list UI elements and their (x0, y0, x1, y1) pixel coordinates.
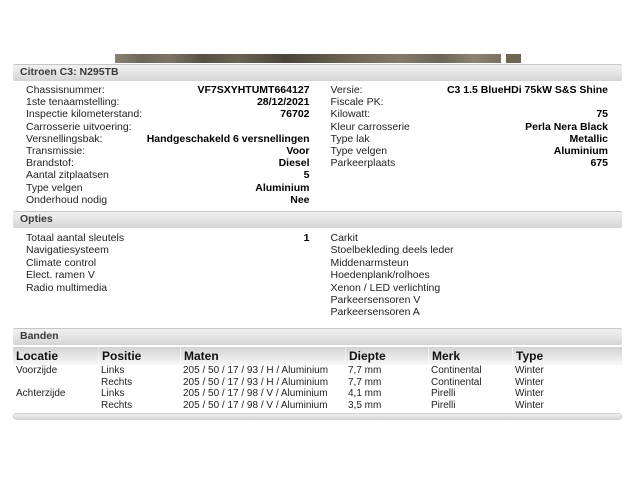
detail-value: Metallic (569, 132, 608, 145)
detail-label: Carrosserie uitvoering: (26, 120, 132, 133)
tyres-table-row (13, 388, 622, 400)
vehicle-title: Citroen C3: N295TB (20, 66, 119, 78)
tyres-table-cell: 205 / 50 / 17 / 98 / V / Aluminium (183, 400, 328, 412)
detail-row (13, 96, 318, 108)
tyres-table-cell: Continental (431, 364, 482, 376)
option-row (13, 244, 318, 256)
detail-label: Inspectie kilometerstand: (26, 108, 143, 121)
detail-value: VF7SXYHTUMT664127 (197, 84, 310, 97)
detail-row (318, 108, 623, 120)
tyres-table-header-row (13, 347, 622, 365)
detail-label: Type lak (330, 132, 370, 145)
detail-label: Parkeerplaats (330, 157, 396, 170)
vehicle-photo-strip[interactable] (115, 54, 501, 63)
detail-label: Kleur carrosserie (330, 120, 410, 133)
option-label: Carkit (330, 232, 358, 245)
tyres-table-cell: Continental (431, 376, 482, 388)
tyres-table-cell: Achterzijde (16, 388, 66, 400)
detail-value: 28/12/2021 (256, 96, 310, 109)
option-row (318, 294, 623, 306)
opties-section-header (13, 211, 622, 228)
vehicle-report (13, 64, 622, 420)
opties-right-column (318, 232, 623, 319)
tyres-table-cell: 205 / 50 / 17 / 93 / H / Aluminium (183, 364, 329, 376)
option-row (13, 257, 318, 269)
detail-value: 675 (590, 157, 608, 170)
detail-row (13, 133, 318, 145)
detail-value: Nee (290, 193, 310, 206)
detail-value: 75 (596, 108, 608, 121)
detail-label: Kilowatt: (330, 108, 371, 121)
option-row (318, 306, 623, 318)
tyres-table-cell: Winter (515, 364, 544, 376)
option-label: Xenon / LED verlichting (330, 281, 441, 294)
detail-label: Versie: (330, 84, 363, 97)
tyres-table-cell: Rechts (101, 400, 133, 412)
banden-section-header (13, 328, 622, 345)
detail-row (318, 121, 623, 133)
detail-row (13, 194, 318, 206)
detail-row (13, 182, 318, 194)
vehicle-photo-strip-fragment[interactable] (506, 54, 521, 63)
detail-row (318, 84, 623, 96)
option-label: Totaal aantal sleutels (26, 232, 125, 245)
tyres-table-cell: Winter (515, 400, 544, 412)
tyres-table-header-cell: Maten (180, 347, 345, 365)
detail-value: Aluminium (553, 145, 608, 158)
detail-row (13, 121, 318, 133)
detail-label: Aantal zitplaatsen (26, 169, 109, 182)
option-value: 1 (303, 232, 310, 245)
tyres-table-row (13, 400, 622, 412)
tyres-table-cell: 205 / 50 / 17 / 98 / V / Aluminium (183, 388, 328, 400)
detail-row (318, 157, 623, 169)
option-label: Navigatiesysteem (26, 244, 109, 257)
detail-value: C3 1.5 BlueHDi 75kW S&S Shine (446, 84, 608, 97)
detail-label: 1ste tenaamstelling: (26, 96, 120, 109)
tyres-table-header-cell: Locatie (16, 348, 59, 363)
detail-label: Chassisnummer: (26, 84, 105, 97)
detail-label: Brandstof: (26, 157, 74, 170)
detail-row (13, 108, 318, 120)
tyres-table-header-cell: Type (512, 347, 622, 365)
detail-row (318, 133, 623, 145)
detail-row (318, 96, 623, 108)
tyres-table-cell: 7,7 mm (348, 364, 382, 376)
opties-left-column (13, 232, 318, 319)
detail-row (13, 169, 318, 181)
banden-header-label: Banden (20, 329, 59, 342)
option-label: Parkeersensoren A (330, 306, 420, 319)
option-row (13, 269, 318, 281)
detail-label: Versnellingsbak: (26, 132, 103, 145)
tyres-table-cell: Rechts (101, 376, 133, 388)
tyres-table-cell: 7,7 mm (348, 376, 382, 388)
tyres-table-cell: Links (101, 364, 125, 376)
tyres-table-cell: Pirelli (431, 388, 456, 400)
option-label: Hoedenplank/rolhoes (330, 269, 430, 282)
option-label: Elect. ramen V (26, 269, 95, 282)
detail-label: Type velgen (330, 145, 388, 158)
details-right-column (318, 84, 623, 206)
detail-value: 76702 (280, 108, 310, 121)
tyres-table-header-cell: Diepte (345, 347, 428, 365)
detail-label: Onderhoud nodig (26, 193, 108, 206)
tyres-table-cell: Links (101, 388, 125, 400)
detail-row (13, 145, 318, 157)
detail-label: Transmissie: (26, 145, 86, 158)
detail-value: Aluminium (255, 181, 310, 194)
option-row (318, 257, 623, 269)
details-left-column (13, 84, 318, 206)
tyres-table-cell: 205 / 50 / 17 / 93 / H / Aluminium (183, 376, 329, 388)
opties-header-label: Opties (20, 212, 53, 225)
detail-row (318, 145, 623, 157)
vehicle-details-section (13, 81, 622, 211)
tyres-table-cell: Pirelli (431, 400, 456, 412)
option-row (318, 244, 623, 256)
option-row (13, 232, 318, 244)
opties-section (13, 228, 622, 328)
tyres-table-cell: Voorzijde (16, 364, 58, 376)
detail-value: 5 (303, 169, 310, 182)
option-row (318, 281, 623, 293)
tyres-table-header-cell: Positie (98, 347, 180, 365)
tyres-table (13, 347, 622, 412)
detail-label: Fiscale PK: (330, 96, 384, 109)
option-label: Radio multimedia (26, 281, 108, 294)
option-row (318, 232, 623, 244)
vehicle-title-bar (13, 64, 622, 81)
option-row (13, 281, 318, 293)
option-row (318, 269, 623, 281)
option-label: Stoelbekleding deels leder (330, 244, 454, 257)
tyres-table-header-cell: Merk (428, 347, 512, 365)
bottom-divider-bar (13, 413, 622, 420)
tyres-table-cell: Winter (515, 388, 544, 400)
tyres-table-row (13, 365, 622, 377)
option-label: Middenarmsteun (330, 256, 409, 269)
tyres-table-cell: Winter (515, 376, 544, 388)
option-label: Parkeersensoren V (330, 294, 421, 307)
detail-value: Diesel (278, 157, 310, 170)
detail-value: Handgeschakeld 6 versnellingen (146, 132, 310, 145)
detail-value: Perla Nera Black (525, 120, 608, 133)
detail-label: Type velgen (26, 181, 83, 194)
detail-value: Voor (286, 145, 310, 158)
tyres-table-cell: 3,5 mm (348, 400, 382, 412)
tyres-table-row (13, 376, 622, 388)
detail-row (13, 157, 318, 169)
tyres-table-cell: 4,1 mm (348, 388, 382, 400)
option-label: Climate control (26, 256, 97, 269)
detail-row (13, 84, 318, 96)
